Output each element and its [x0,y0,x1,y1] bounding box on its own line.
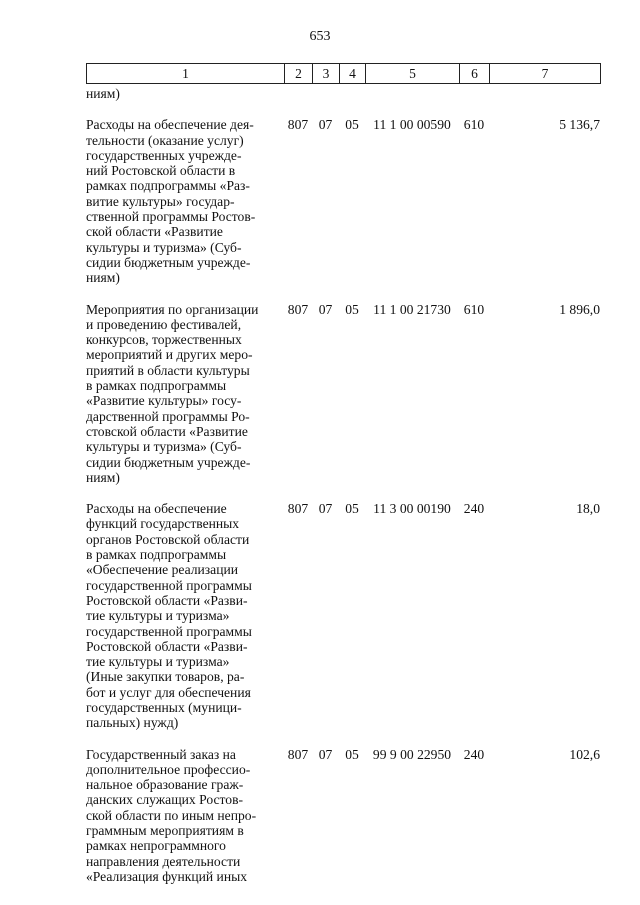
desc-line: тельности (оказание услуг) [86,132,244,148]
header-col-5: 5 [366,64,460,84]
cell-target-article: 11 3 00 00190 [373,501,451,517]
desc-line: дарственной программы Ро- [86,408,250,424]
cell-ministry: 807 [287,301,309,317]
cell-expense-type: 240 [463,501,485,517]
desc-line: ниям) [86,469,120,485]
table-row [86,302,600,486]
desc-line: витие культуры» государ- [86,193,235,209]
table-row [86,747,600,885]
cell-section: 07 [318,501,333,517]
desc-line: ниям) [86,270,120,286]
desc-line: рамках непрограммного [86,838,226,854]
cell-subsection: 05 [345,301,359,317]
header-col-6: 6 [460,64,490,84]
desc-line: нальное образование граж- [86,777,244,793]
desc-line: ственной программы Ростов- [86,209,256,225]
row-description [86,747,284,885]
desc-line: культуры и туризма» (Суб- [86,239,242,255]
desc-line: данских служащих Ростов- [86,792,244,808]
cell-section: 07 [318,301,333,317]
cell-ministry: 807 [287,746,309,762]
table-body [86,86,600,884]
cell-expense-type: 610 [463,301,485,317]
desc-line: ской области «Развитие [86,224,223,240]
desc-line: тие культуры и туризма» [86,654,230,670]
header-col-7: 7 [490,64,601,84]
cell-ministry: 807 [287,117,309,133]
desc-line: «Обеспечение реализации [86,562,239,578]
cell-subsection: 05 [345,501,359,517]
continuation-row [86,86,600,101]
desc-line: в рамках подпрограммы [86,378,227,394]
desc-line: направления деятельности [86,853,241,869]
desc-line: граммным мероприятиям в [86,823,244,839]
desc-line: конкурсов, торжественных [86,332,242,348]
desc-line: мероприятий и других меро- [86,347,253,363]
cell-subsection: 05 [345,746,359,762]
desc-line: в рамках подпрограммы [86,547,227,563]
desc-line: ний Ростовской области в [86,163,236,179]
desc-line: Расходы на обеспечение дея- [86,117,254,133]
desc-line: Ростовской области «Разви- [86,638,248,654]
cell-ministry: 807 [287,501,309,517]
desc-line: тие культуры и туризма» [86,608,230,624]
cell-expense-type: 610 [463,117,485,133]
cell-amount: 18,0 [576,501,600,517]
header-col-2: 2 [285,64,313,84]
continuation-text: ниям) [86,86,120,101]
cell-amount: 1 896,0 [559,301,600,317]
desc-line: государственных (муници- [86,699,242,715]
desc-line: «Развитие культуры» госу- [86,393,242,409]
row-description [86,117,284,285]
cell-section: 07 [318,117,333,133]
desc-line: ской области по иным непро- [86,807,257,823]
desc-line: функций государственных [86,516,240,532]
desc-line: Мероприятия по организации [86,301,259,317]
cell-amount: 5 136,7 [559,117,600,133]
desc-line: сидии бюджетным учрежде- [86,454,251,470]
table-row [86,117,600,285]
desc-line: государственных учрежде- [86,147,242,163]
desc-line: (Иные закупки товаров, ра- [86,669,245,685]
cell-expense-type: 240 [463,746,485,762]
desc-line: стовской области «Развитие [86,423,248,439]
cell-subsection: 05 [345,117,359,133]
desc-line: бот и услуг для обеспечения [86,684,251,700]
desc-line: «Реализация функций иных [86,868,248,884]
header-col-4: 4 [340,64,366,84]
desc-line: Расходы на обеспечение [86,501,227,517]
table-header [86,63,601,84]
page-number: 653 [309,29,331,44]
header-col-3: 3 [313,64,340,84]
desc-line: и проведению фестивалей, [86,316,242,332]
cell-amount: 102,6 [569,746,600,762]
cell-section: 07 [318,746,333,762]
desc-line: культуры и туризма» (Суб- [86,439,242,455]
row-description [86,501,284,730]
table-row [86,501,600,730]
desc-line: Ростовской области «Разви- [86,592,248,608]
desc-line: государственной программы [86,577,252,593]
desc-line: сидии бюджетным учрежде- [86,254,251,270]
cell-target-article: 11 1 00 21730 [373,301,451,317]
row-description [86,302,284,486]
desc-line: рамках подпрограммы «Раз- [86,178,250,194]
cell-target-article: 11 1 00 00590 [373,117,451,133]
desc-line: Государственный заказ на [86,746,236,762]
header-col-1: 1 [87,64,285,84]
desc-line: дополнительное профессио- [86,761,251,777]
desc-line: органов Ростовской области [86,531,250,547]
desc-line: приятий в области культуры [86,362,250,378]
desc-line: государственной программы [86,623,252,639]
cell-target-article: 99 9 00 22950 [372,746,452,762]
desc-line: пальных) нужд) [86,715,179,731]
